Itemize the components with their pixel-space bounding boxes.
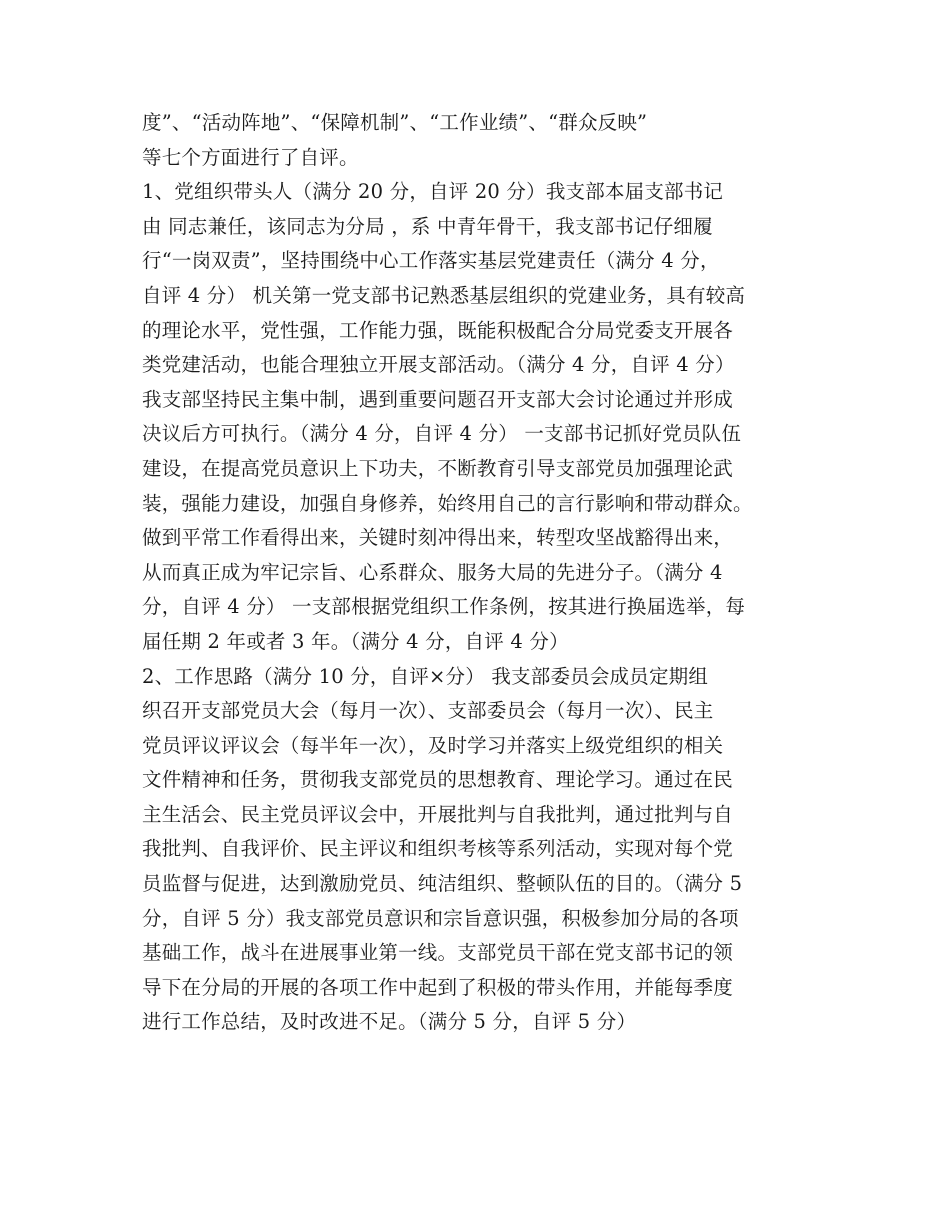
- text-line: 等七个方面进行了自评。: [142, 145, 359, 169]
- text-line: 我批判、自我评价、民主评议和组织考核等系列活动，实现对每个党: [142, 837, 734, 861]
- text-line: 从而真正成为牢记宗旨、心系群众、服务大局的先进分子。（满分 4: [142, 560, 723, 584]
- text-line: 决议后方可执行。（满分 4 分，自评 4 分） 一支部书记抓好党员队伍: [142, 422, 742, 446]
- text-line: 自评 4 分） 机关第一党支部书记熟悉基层组织的党建业务，具有较高: [142, 283, 746, 307]
- text-line: 党员评议评议会（每半年一次），及时学习并落实上级党组织的相关: [142, 733, 724, 757]
- text-line: 2、工作思路（满分 10 分，自评×分） 我支部委员会成员定期组: [142, 664, 709, 688]
- text-line: 行“一岗双责”，坚持围绕中心工作落实基层党建责任（满分 4 分，: [142, 249, 720, 273]
- text-line: 做到平常工作看得出来，关键时刻冲得出来，转型攻坚战豁得出来，: [142, 526, 734, 550]
- text-line: 类党建活动，也能合理独立开展支部活动。（满分 4 分，自评 4 分）: [142, 353, 735, 377]
- text-line: 分，自评 4 分） 一支部根据党组织工作条例，按其进行换届选举，每: [142, 595, 746, 619]
- text-line: 员监督与促进，达到激励党员、纯洁组织、整顿队伍的目的。（满分 5: [142, 872, 743, 896]
- text-line: 文件精神和任务，贯彻我支部党员的思想教育、理论学习。通过在民: [142, 768, 734, 792]
- text-line: 建设，在提高党员意识上下功夫，不断教育引导支部党员加强理论武: [142, 456, 734, 480]
- text-line: 由 同志兼任，该同志为分局 ，系 中青年骨干，我支部书记仔细履: [142, 214, 713, 238]
- text-line: 1、党组织带头人（满分 20 分，自评 20 分）我支部本届支部书记: [142, 180, 724, 204]
- document-body: [142, 106, 822, 1040]
- text-line: 我支部坚持民主集中制，遇到重要问题召开支部大会讨论通过并形成: [142, 387, 734, 411]
- text-line: 装，强能力建设，加强自身修养，始终用自己的言行影响和带动群众。: [142, 491, 753, 515]
- text-line: 织召开支部党员大会（每月一次）、支部委员会（每月一次）、民主: [142, 699, 714, 723]
- text-line: 主生活会、民主党员评议会中，开展批判与自我批判，通过批判与自: [142, 802, 734, 826]
- text-line: 度”、“活动阵地”、“保障机制”、“工作业绩”、“群众反映”: [142, 111, 648, 134]
- text-line: 的理论水平，党性强，工作能力强，既能积极配合分局党委支开展各: [142, 318, 734, 342]
- text-line: 基础工作，战斗在进展事业第一线。支部党员干部在党支部书记的领: [142, 941, 734, 965]
- text-line: 进行工作总结，及时改进不足。（满分 5 分，自评 5 分）: [142, 1010, 637, 1034]
- text-line: 分，自评 5 分）我支部党员意识和宗旨意识强，积极参加分局的各项: [142, 906, 739, 930]
- text-line: 届任期 2 年或者 3 年。（满分 4 分，自评 4 分）: [142, 629, 569, 653]
- text-line: 导下在分局的开展的各项工作中起到了积极的带头作用，并能每季度: [142, 975, 734, 999]
